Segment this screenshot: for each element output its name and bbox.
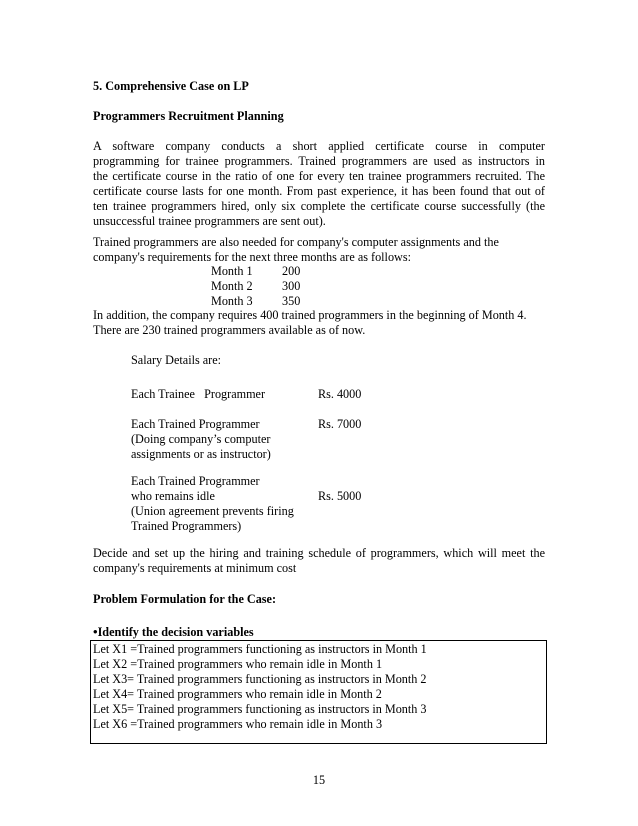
requirement-row: [211, 294, 300, 309]
paragraph-line: In addition, the company requires 400 trained programmers in the beginning of Month 4.: [93, 308, 527, 322]
salary-label-line: (Doing company’s computer: [131, 432, 271, 446]
salary-value: Rs. 4000: [318, 387, 362, 401]
paragraph-line: There are 230 trained programmers available as of now.: [93, 323, 366, 337]
salary-label-line: (Union agreement prevents firing: [131, 504, 294, 518]
paragraph-line: A software company conducts a short applied certificate course in computer: [93, 139, 545, 153]
salary-label-line: assignments or as instructor): [131, 447, 271, 461]
variable-definition: Let X5= Trained programmers functioning as instructors in Month 3: [93, 702, 427, 716]
case-title: Programmers Recruitment Planning: [93, 109, 284, 123]
month-value: 300: [282, 279, 301, 293]
paragraph-line: ten trainee programmers hired, only six complete the certificate course successfully (the: [93, 199, 545, 213]
requirements-paragraph: [93, 235, 545, 265]
paragraph-line: certificate course lasts for one month. From past experience, it has been found that out of: [93, 184, 545, 198]
decision-variables-heading-text: Identify the decision variables: [97, 625, 254, 639]
salary-heading: Salary Details are:: [131, 353, 222, 367]
section-heading: 5. Comprehensive Case on LP: [93, 79, 249, 93]
decision-paragraph: [93, 546, 545, 576]
page-number: 15: [312, 773, 326, 787]
variable-definition: Let X6 =Trained programmers who remain idle in Month 3: [93, 717, 383, 731]
salary-label-line: Each Trained Programmer: [131, 417, 260, 431]
requirement-row: [211, 279, 300, 294]
month-label: Month 2: [211, 279, 253, 293]
paragraph-line: the certificate course in the ratio of one for every ten trainee programmers recruited. The: [93, 169, 545, 183]
salary-label-line: Each Trained Programmer: [131, 474, 260, 488]
decision-variables-heading: [93, 624, 545, 640]
month-value: 200: [282, 264, 301, 278]
salary-label-line: who remains idle: [131, 489, 215, 503]
month-label: Month 1: [211, 264, 253, 278]
paragraph-line: unsuccessful trainee programmers are sent out).: [93, 214, 326, 228]
month-label: Month 3: [211, 294, 253, 308]
month-value: 350: [282, 294, 301, 308]
decision-variables-box: [90, 640, 547, 744]
bullet-icon: •: [93, 624, 98, 639]
intro-paragraph: [93, 139, 545, 229]
additional-requirement-paragraph: [93, 308, 545, 338]
salary-label: Each Trainee Programmer: [131, 387, 266, 401]
variable-definition: Let X1 =Trained programmers functioning as instructors in Month 1: [93, 642, 427, 656]
salary-value: Rs. 7000: [318, 417, 362, 431]
paragraph-line: company's requirements at minimum cost: [93, 561, 297, 575]
formulation-heading: Problem Formulation for the Case:: [93, 592, 277, 606]
monthly-requirements: [211, 264, 300, 309]
paragraph-line: company's requirements for the next three months are as follows:: [93, 250, 411, 264]
paragraph-line: Decide and set up the hiring and training schedule of programmers, which will meet the: [93, 546, 545, 560]
variable-definition: Let X2 =Trained programmers who remain idle in Month 1: [93, 657, 383, 671]
paragraph-line: Trained programmers are also needed for company's computer assignments and the: [93, 235, 499, 249]
variable-definition: Let X4= Trained programmers who remain idle in Month 2: [93, 687, 382, 701]
requirement-row: [211, 264, 300, 279]
document-page: [93, 0, 545, 826]
salary-label: [131, 417, 271, 462]
salary-label: [131, 474, 294, 534]
paragraph-line: programming for trainee programmers. Trained programmers are used as instructors in: [93, 154, 545, 168]
salary-value: Rs. 5000: [318, 489, 362, 503]
salary-label-line: Trained Programmers): [131, 519, 242, 533]
variable-definition: Let X3= Trained programmers functioning as instructors in Month 2: [93, 672, 427, 686]
